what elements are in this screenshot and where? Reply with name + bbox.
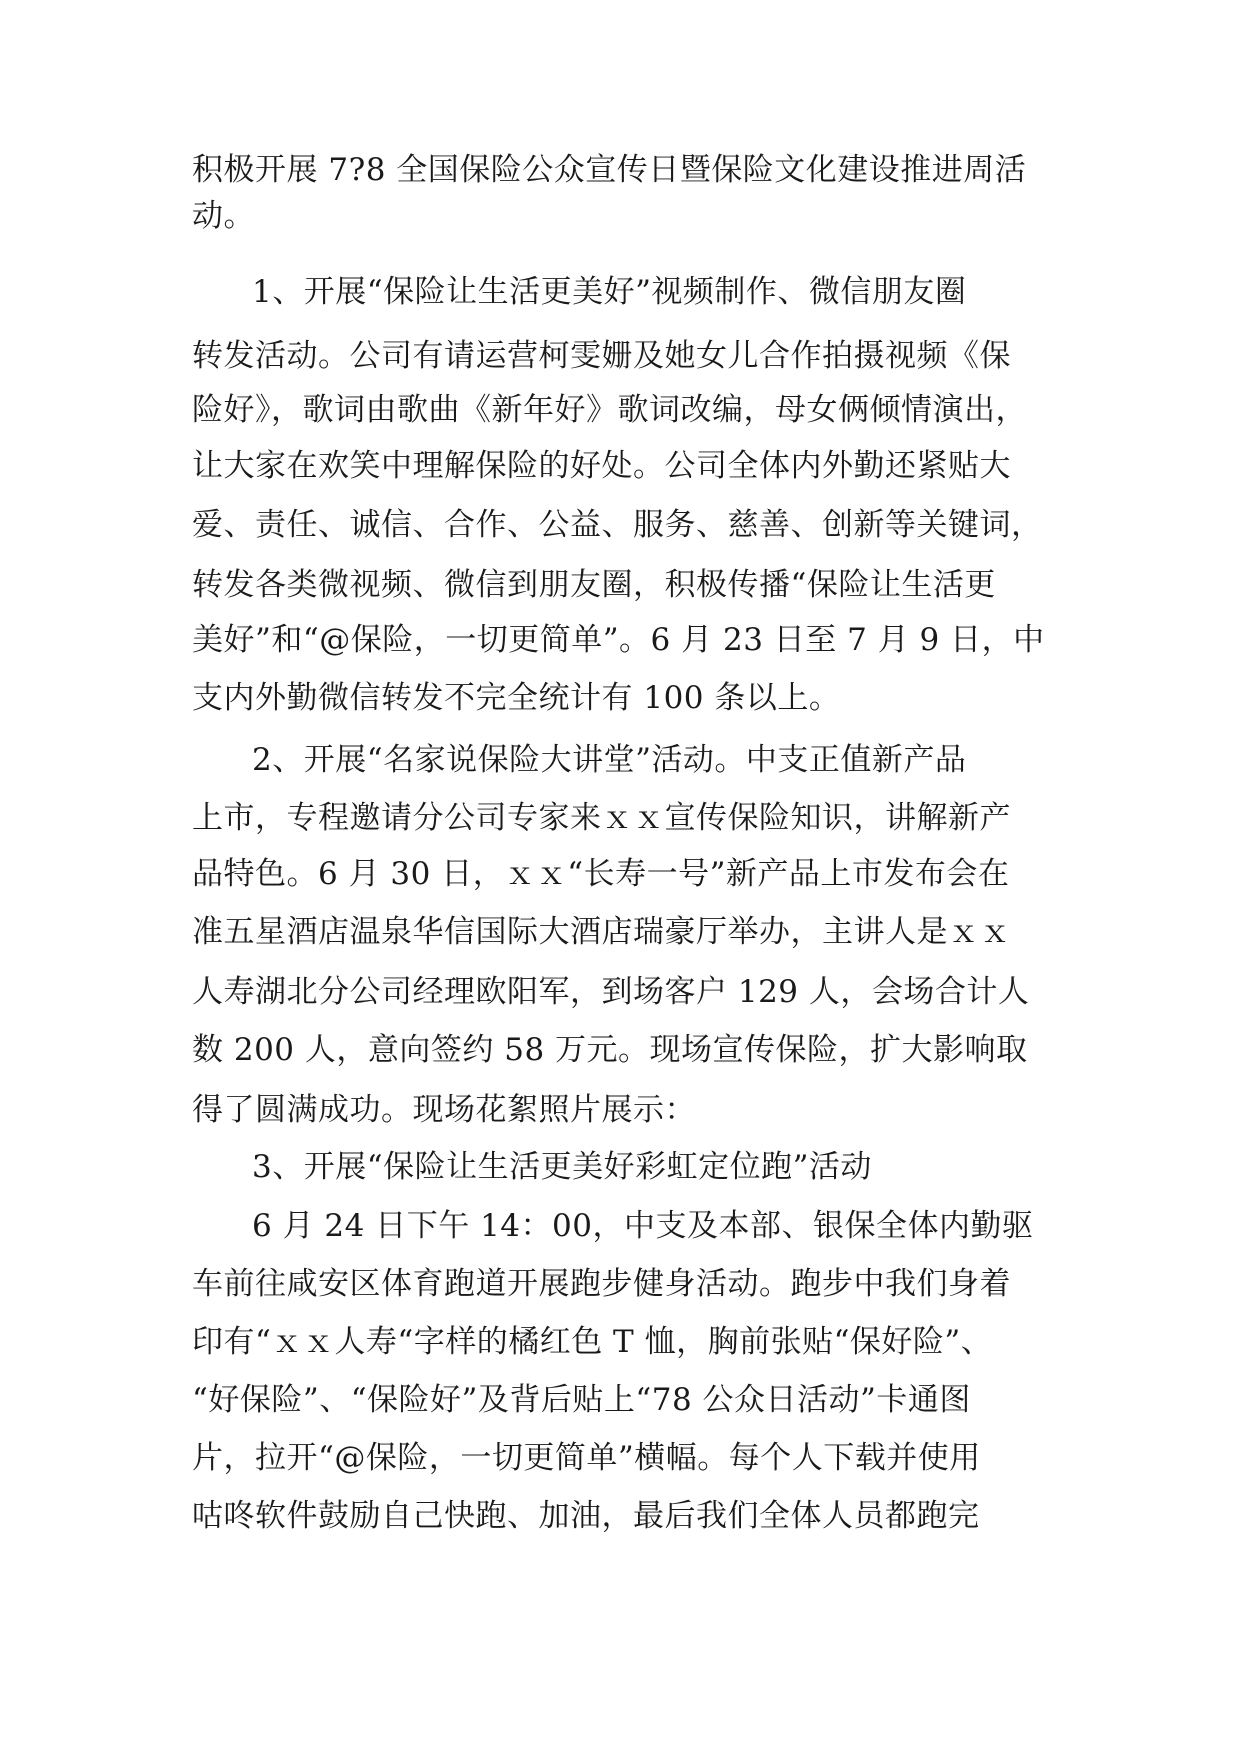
paragraph-2-heading: 2、开展“名家说保险大讲堂”活动。中支正值新产品 <box>252 742 967 778</box>
text-line: 让大家在欢笑中理解保险的好处。公司全体内外勤还紧贴大 <box>192 448 1011 484</box>
paragraph-3-heading: 3、开展“保险让生活更美好彩虹定位跑”活动 <box>252 1149 872 1185</box>
text-line: 数 200 人，意向签约 58 万元。现场宣传保险，扩大影响取 <box>192 1032 1028 1068</box>
text-line: 积极开展 7?8 全国保险公众宣传日暨保险文化建设推进周活 <box>192 152 1027 188</box>
text-line: 上市，专程邀请分公司专家来ｘｘ宣传保险知识，讲解新产 <box>192 800 1011 836</box>
text-line: 险好》，歌词由歌曲《新年好》歌词改编，母女俩倾情演出， <box>192 392 1027 428</box>
text-line: 支内外勤微信转发不完全统计有 100 条以上。 <box>192 680 841 716</box>
text-line: 咕咚软件鼓励自己快跑、加油，最后我们全体人员都跑完 <box>192 1498 980 1534</box>
text-line: 动。 <box>192 198 255 234</box>
paragraph-1-heading: 1、开展“保险让生活更美好”视频制作、微信朋友圈 <box>252 274 967 310</box>
text-line: 爱、责任、诚信、合作、公益、服务、慈善、创新等关键词， <box>192 507 1043 543</box>
text-line: 美好”和“@保险，一切更简单”。6 月 23 日至 7 月 9 日，中 <box>192 622 1045 658</box>
text-line: 准五星酒店温泉华信国际大酒店瑞豪厅举办，主讲人是ｘｘ <box>192 914 1011 950</box>
text-line: 得了圆满成功。现场花絮照片展示： <box>192 1092 696 1128</box>
text-line: “好保险”、“保险好”及背后贴上“78 公众日活动”卡通图 <box>192 1382 971 1418</box>
text-line: 品特色。6 月 30 日，ｘｘ“长寿一号”新产品上市发布会在 <box>192 856 1010 892</box>
text-line: 车前往咸安区体育跑道开展跑步健身活动。跑步中我们身着 <box>192 1266 1011 1302</box>
text-line: 人寿湖北分公司经理欧阳军，到场客户 129 人，会场合计人 <box>192 974 1030 1010</box>
text-line: 转发各类微视频、微信到朋友圈，积极传播“保险让生活更 <box>192 567 996 603</box>
text-line: 转发活动。公司有请运营柯雯姗及她女儿合作拍摄视频《保 <box>192 338 1011 374</box>
text-line: 片，拉开“@保险，一切更简单”横幅。每个人下载并使用 <box>192 1440 981 1476</box>
text-line: 6 月 24 日下午 14：00，中支及本部、银保全体内勤驱 <box>252 1208 1034 1244</box>
text-line: 印有“ｘｘ人寿“字样的橘红色 T 恤，胸前张贴“保好险”、 <box>192 1324 993 1360</box>
